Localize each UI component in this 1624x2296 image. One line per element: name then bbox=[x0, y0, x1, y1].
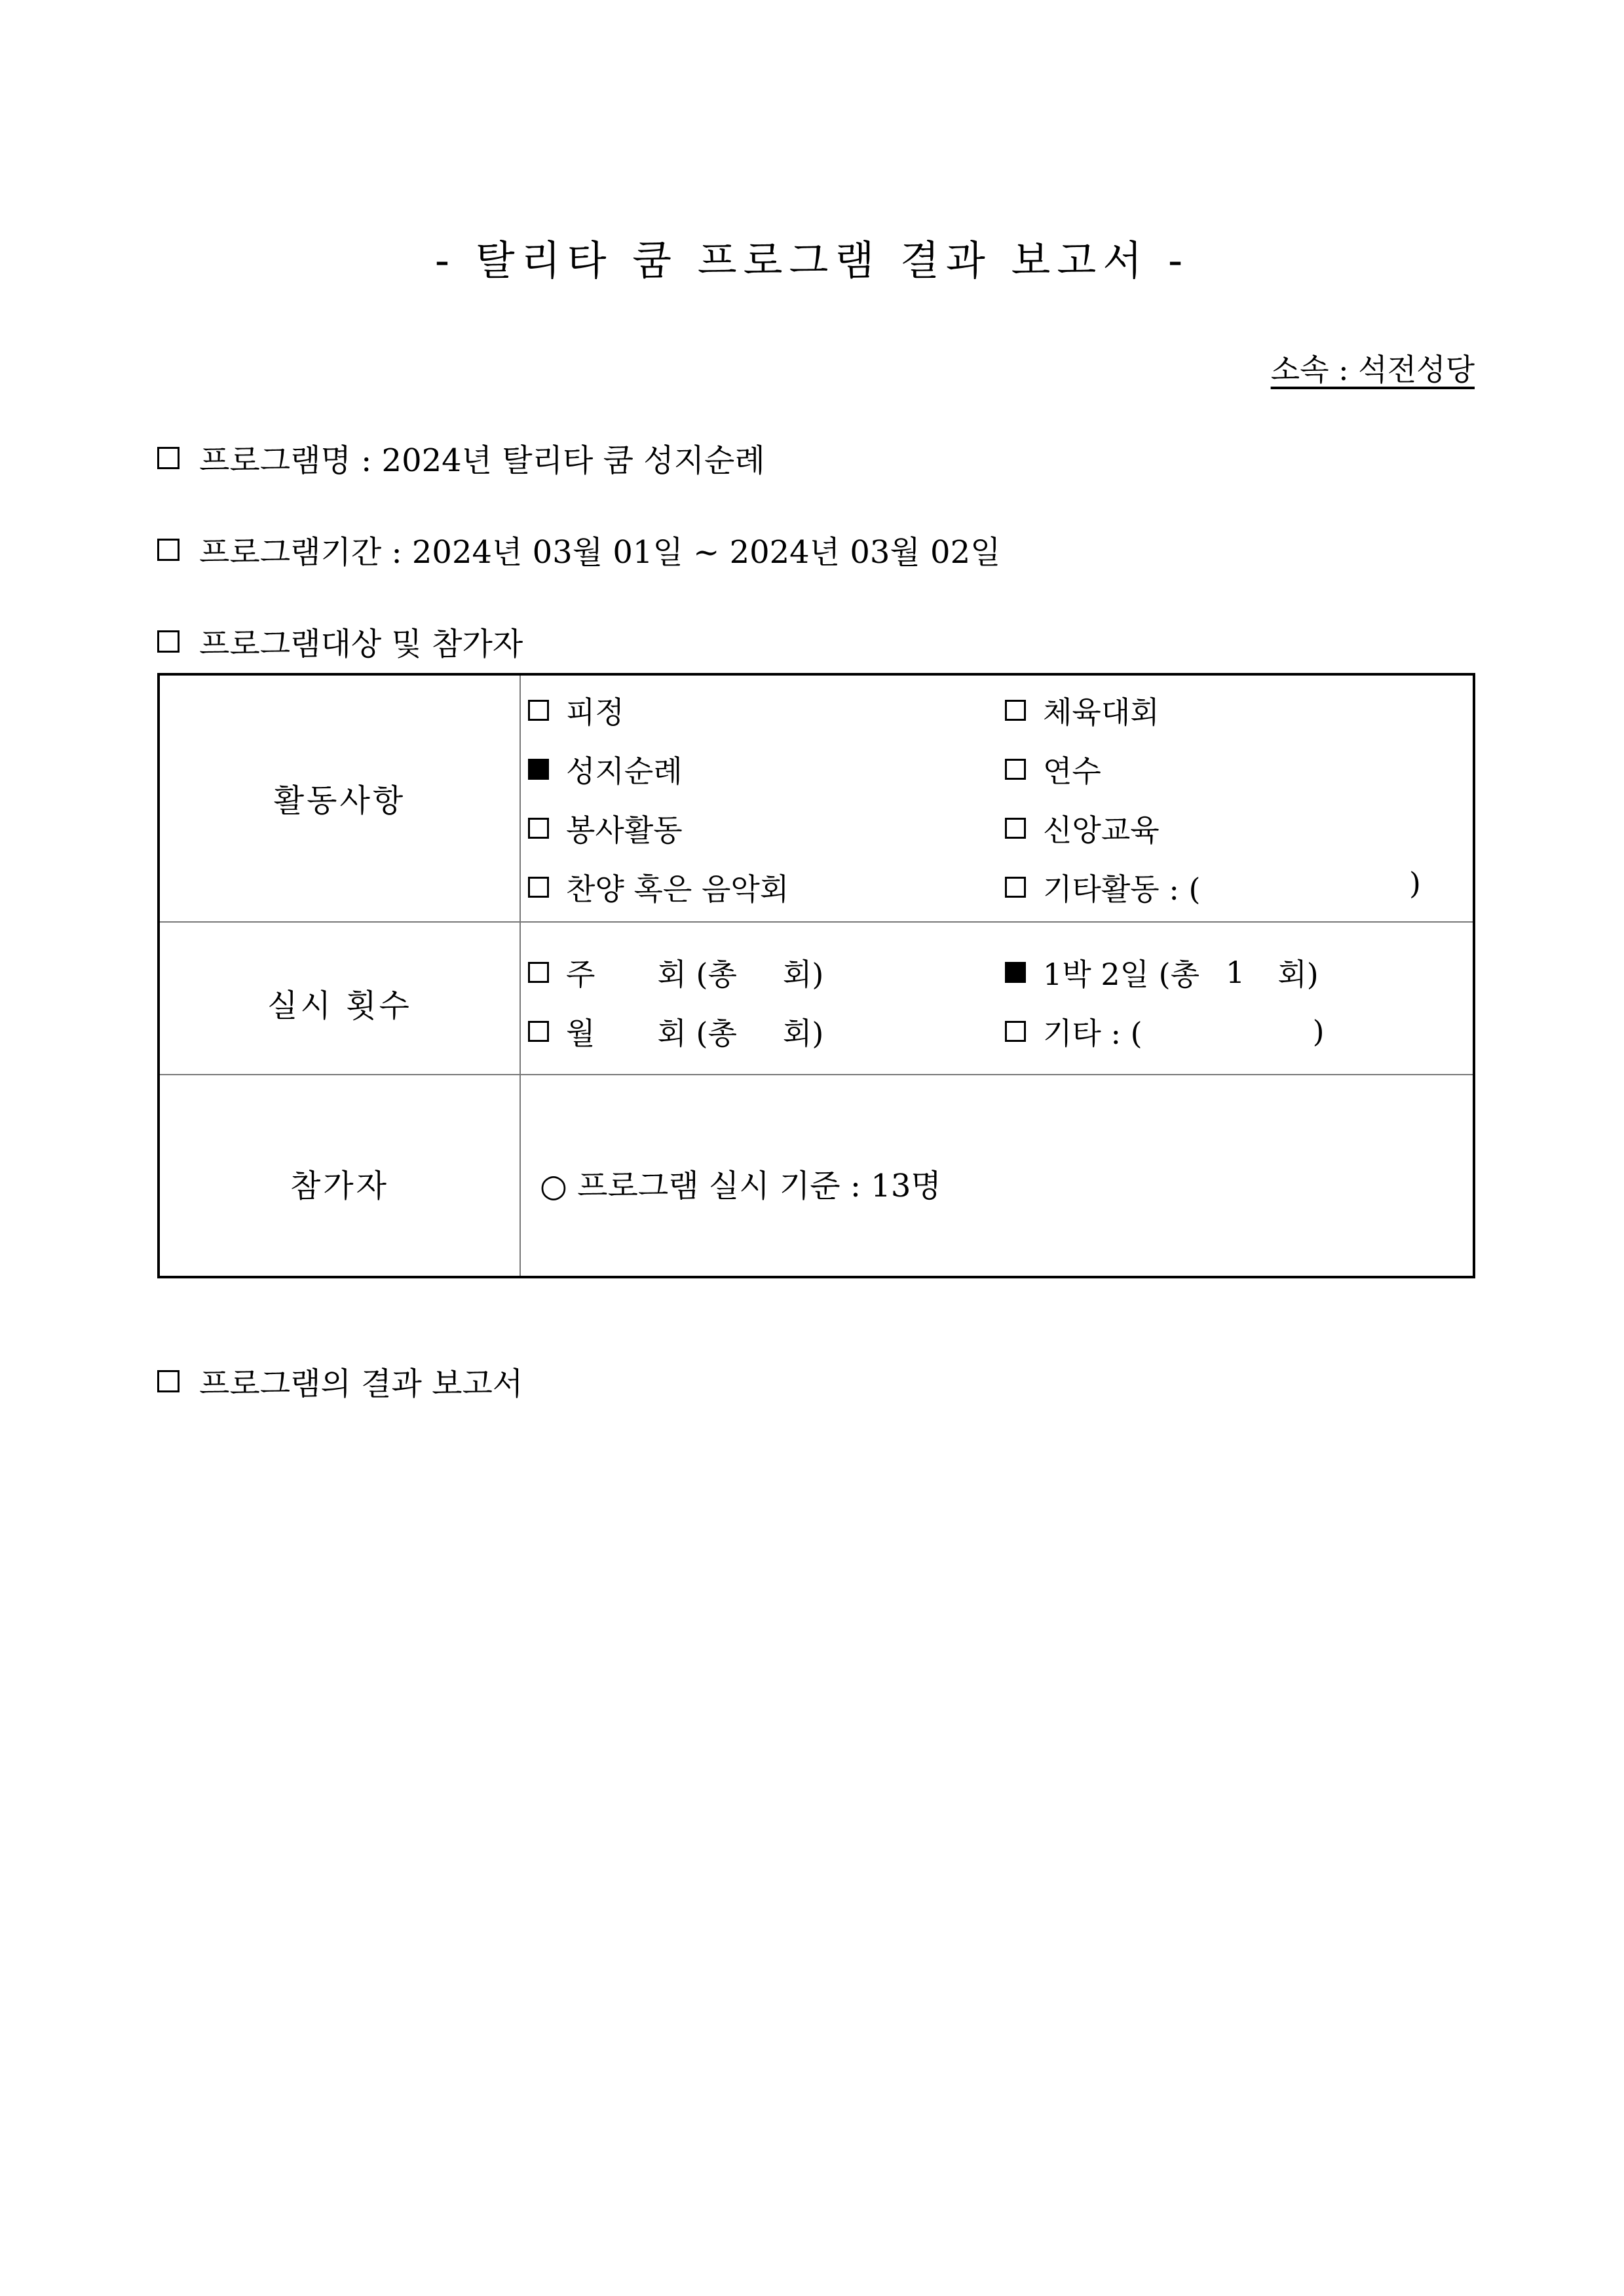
section-program-target-text: 프로그램대상 및 참가자 bbox=[199, 626, 523, 662]
option-label: 성지순례 bbox=[566, 754, 683, 789]
section-program-period bbox=[157, 527, 1001, 572]
participants-label: 참가자 bbox=[290, 1168, 390, 1204]
overnight-text: 1박 2일 (총 bbox=[1043, 957, 1200, 992]
row-divider bbox=[160, 1074, 1473, 1075]
page-title: - 탈리타 쿰 프로그램 결과 보고서 - bbox=[434, 237, 1190, 284]
overnight-count: 1 bbox=[1226, 955, 1245, 990]
monthly-end: 회) bbox=[782, 1016, 824, 1051]
activity-option[interactable] bbox=[1005, 807, 1160, 850]
frequency-overnight[interactable] bbox=[1005, 951, 1319, 994]
row-divider bbox=[160, 921, 1473, 923]
checkbox-icon bbox=[157, 630, 179, 653]
checkbox-icon[interactable] bbox=[1005, 700, 1026, 721]
option-label: 연수 bbox=[1043, 754, 1101, 789]
frequency-label: 실시 횟수 bbox=[267, 987, 412, 1024]
checkbox-icon[interactable] bbox=[1005, 759, 1026, 780]
activity-option[interactable] bbox=[528, 748, 683, 791]
other-text: 기타 : ( bbox=[1043, 1016, 1142, 1051]
activity-option[interactable] bbox=[528, 689, 624, 732]
activity-option[interactable] bbox=[1005, 689, 1160, 732]
checkbox-icon[interactable] bbox=[528, 1021, 549, 1042]
section-program-result bbox=[157, 1358, 523, 1404]
checkbox-icon[interactable] bbox=[528, 700, 549, 721]
activities-label: 활동사항 bbox=[273, 782, 406, 819]
weekly-total: 회 (총 bbox=[657, 957, 737, 992]
section-program-name-text: 프로그램명 : 2024년 탈리타 쿰 성지순례 bbox=[199, 442, 765, 479]
activity-option[interactable] bbox=[528, 866, 789, 909]
activity-option[interactable] bbox=[528, 807, 683, 850]
checkbox-icon[interactable] bbox=[1005, 818, 1026, 839]
option-label: 신앙교육 bbox=[1043, 813, 1160, 848]
option-label: 봉사활동 bbox=[566, 813, 683, 848]
checkbox-icon[interactable] bbox=[1005, 877, 1026, 898]
frequency-monthly[interactable] bbox=[528, 1010, 823, 1053]
other-close-paren: ) bbox=[1409, 866, 1421, 901]
checkbox-icon bbox=[157, 539, 179, 561]
monthly-unit: 월 bbox=[566, 1016, 595, 1051]
column-divider bbox=[519, 676, 521, 1276]
section-program-name bbox=[157, 435, 765, 480]
program-table bbox=[157, 673, 1475, 1278]
option-label: 체육대회 bbox=[1043, 695, 1160, 730]
option-label: 찬양 혹은 음악회 bbox=[566, 871, 789, 907]
checkbox-icon[interactable] bbox=[528, 818, 549, 839]
checkbox-icon[interactable] bbox=[528, 962, 549, 983]
weekly-end: 회) bbox=[782, 957, 824, 992]
checkbox-icon bbox=[157, 1370, 179, 1392]
section-program-result-text: 프로그램의 결과 보고서 bbox=[199, 1366, 523, 1402]
section-program-period-text: 프로그램기간 : 2024년 03월 01일 ~ 2024년 03월 02일 bbox=[199, 534, 1001, 571]
frequency-weekly[interactable] bbox=[528, 951, 823, 994]
weekly-unit: 주 bbox=[566, 957, 595, 992]
checkbox-icon bbox=[157, 447, 179, 469]
checkbox-icon[interactable] bbox=[1005, 1021, 1026, 1042]
participants-text: ○ 프로그램 실시 기준 : 13명 bbox=[540, 1168, 941, 1204]
overnight-end: 회) bbox=[1277, 957, 1319, 992]
other-end: ) bbox=[1312, 1014, 1325, 1049]
checkbox-checked-icon[interactable] bbox=[1005, 962, 1026, 983]
option-label: 기타활동 : ( bbox=[1043, 871, 1201, 907]
activity-option[interactable] bbox=[1005, 748, 1101, 791]
affiliation: 소속 : 석전성당 bbox=[1270, 352, 1475, 387]
activity-option-other[interactable] bbox=[1005, 866, 1200, 909]
checkbox-checked-icon[interactable] bbox=[528, 759, 549, 780]
section-program-target bbox=[157, 619, 523, 664]
checkbox-icon[interactable] bbox=[528, 877, 549, 898]
option-label: 피정 bbox=[566, 695, 624, 730]
monthly-total: 회 (총 bbox=[657, 1016, 737, 1051]
frequency-other[interactable] bbox=[1005, 1010, 1325, 1053]
